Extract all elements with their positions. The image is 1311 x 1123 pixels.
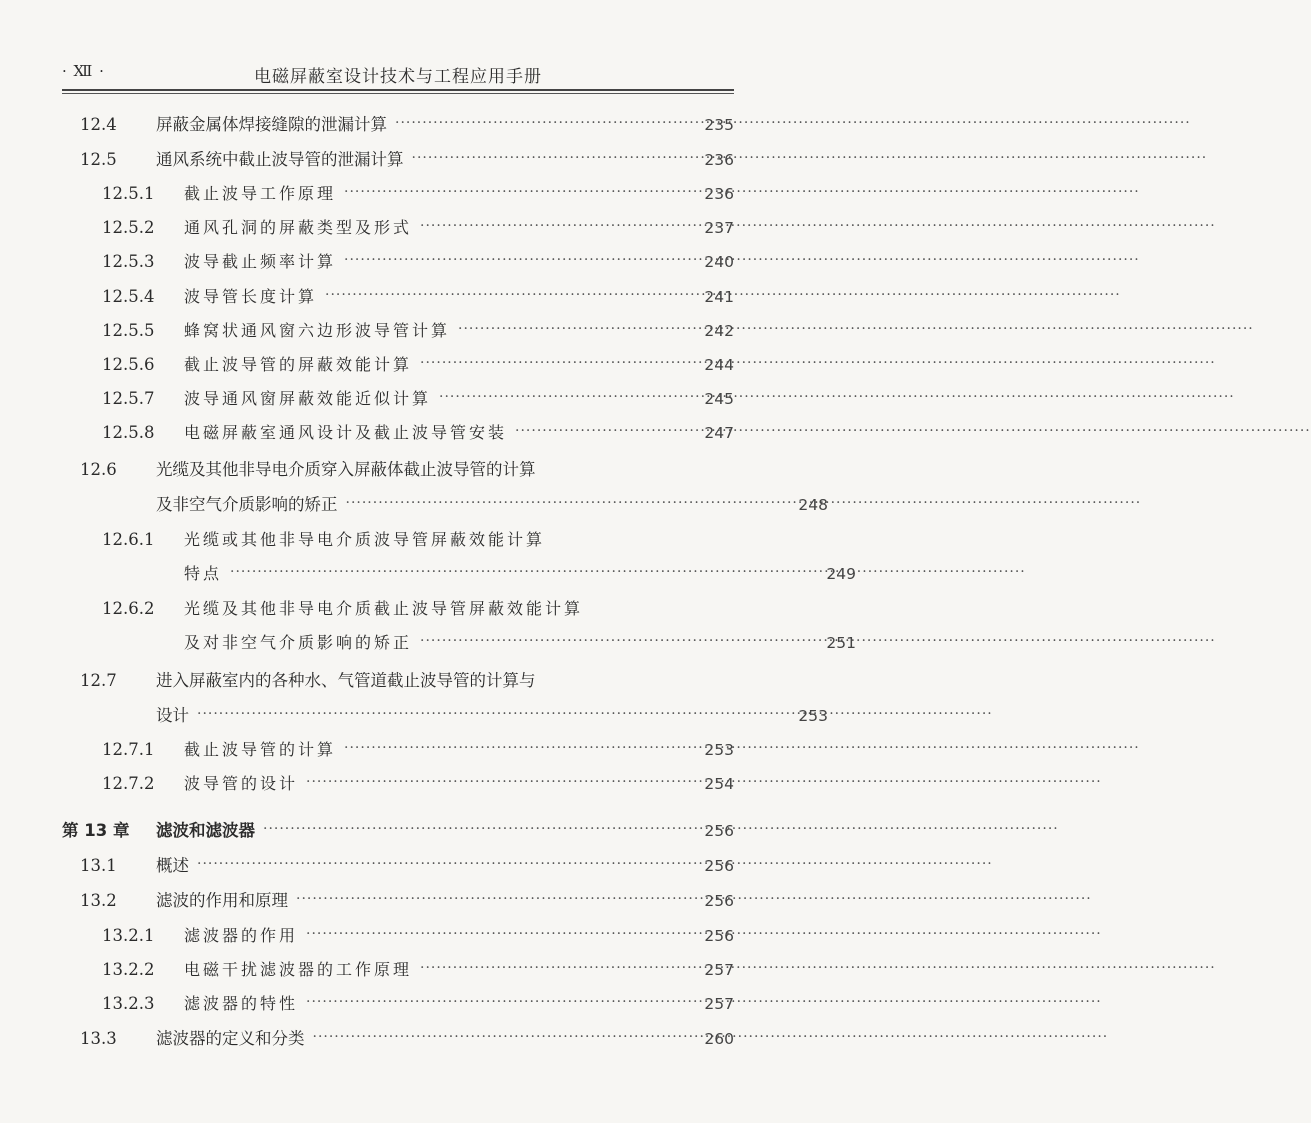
toc-entry-12-5-5[interactable] xyxy=(62,312,734,342)
section-title: 滤波器的特性 xyxy=(184,994,299,1013)
page-ref: 256 xyxy=(704,857,734,875)
section-title: 进入屏蔽室内的各种水、气管道截止波导管的计算与 xyxy=(156,671,536,690)
section-title: 概述 xyxy=(156,856,189,875)
section-title: 波导截止频率计算 xyxy=(184,252,337,271)
section-number: 12.5 xyxy=(80,150,117,169)
page-ref: 236 xyxy=(704,185,734,203)
dot-leader xyxy=(306,773,692,795)
section-number: 12.6.1 xyxy=(102,530,155,549)
section-number: 12.4 xyxy=(80,115,117,134)
page-ref: 245 xyxy=(704,390,734,408)
section-number: 12.5.3 xyxy=(102,252,155,271)
section-number: 13.1 xyxy=(80,856,117,875)
section-title: 波导通风窗屏蔽效能近似计算 xyxy=(184,389,432,408)
page-ref: 235 xyxy=(704,116,734,134)
dot-leader xyxy=(306,925,692,947)
toc-entry-12-5[interactable] xyxy=(62,141,734,171)
toc-entry-12-5-6[interactable] xyxy=(62,346,734,376)
dot-leader xyxy=(325,286,692,308)
page-ref: 237 xyxy=(704,219,734,237)
toc-entry-12-5-2[interactable] xyxy=(62,209,734,239)
toc-entry-12-4[interactable] xyxy=(62,106,734,136)
section-title: 屏蔽金属体焊接缝隙的泄漏计算 xyxy=(156,115,387,134)
section-number: 12.5.1 xyxy=(102,184,155,203)
toc-entry-13-2-2[interactable] xyxy=(62,951,734,981)
section-number: 12.5.4 xyxy=(102,287,155,306)
dot-leader xyxy=(263,820,692,842)
section-number: 13.3 xyxy=(80,1029,117,1048)
toc-entry-12-6-1[interactable] xyxy=(62,521,734,551)
toc-entry-12-6-continued[interactable] xyxy=(62,486,828,516)
dot-leader xyxy=(344,183,692,205)
dot-leader xyxy=(439,388,692,410)
section-number: 12.5.2 xyxy=(102,218,155,237)
section-title: 滤波器的作用 xyxy=(184,926,299,945)
page-ref: 249 xyxy=(826,565,856,583)
section-number: 12.6 xyxy=(80,460,117,479)
section-title-continued: 特点 xyxy=(184,564,223,583)
section-title: 截止波导管的计算 xyxy=(184,740,337,759)
section-title: 滤波的作用和原理 xyxy=(156,891,288,910)
dot-leader xyxy=(346,494,787,516)
section-number: 12.5.6 xyxy=(102,355,155,374)
section-title: 光缆及其他非导电介质穿入屏蔽体截止波导管的计算 xyxy=(156,460,536,479)
dot-leader xyxy=(395,114,692,136)
dot-leader xyxy=(230,563,814,585)
running-header xyxy=(62,62,734,86)
page-ref: 260 xyxy=(704,1030,734,1048)
toc-entry-13-1[interactable] xyxy=(62,847,734,877)
page-ref: 236 xyxy=(704,151,734,169)
toc-entry-12-5-1[interactable] xyxy=(62,175,734,205)
dot-leader xyxy=(344,739,692,761)
section-title: 光缆及其他非导电介质截止波导管屏蔽效能计算 xyxy=(184,599,584,618)
book-title: 电磁屏蔽室设计技术与工程应用手册 xyxy=(254,67,542,87)
page-ref: 253 xyxy=(704,741,734,759)
toc-entry-12-7-2[interactable] xyxy=(62,765,734,795)
toc-entry-12-6[interactable] xyxy=(62,451,734,481)
page-ref: 251 xyxy=(826,634,856,652)
dot-leader xyxy=(420,959,692,981)
toc-entry-12-6-2[interactable] xyxy=(62,590,734,620)
toc-entry-13-2[interactable] xyxy=(62,882,734,912)
page-ref: 256 xyxy=(704,927,734,945)
section-title: 蜂窝状通风窗六边形波导管计算 xyxy=(184,321,451,340)
page-ref: 257 xyxy=(704,995,734,1013)
page-ref: 257 xyxy=(704,961,734,979)
header-rule-thin xyxy=(62,93,734,94)
page-ref: 256 xyxy=(704,822,734,840)
toc-entry-13-3[interactable] xyxy=(62,1020,734,1050)
page-ref: 247 xyxy=(704,424,734,442)
dot-leader xyxy=(313,1028,693,1050)
section-title-continued: 及对非空气介质影响的矫正 xyxy=(184,633,413,652)
toc-entry-chapter-13[interactable] xyxy=(62,812,734,842)
section-number: 13.2.3 xyxy=(102,994,155,1013)
page-ref: 256 xyxy=(704,892,734,910)
toc-entry-12-5-3[interactable] xyxy=(62,243,734,273)
section-number: 13.2.2 xyxy=(102,960,155,979)
section-number: 12.5.8 xyxy=(102,423,155,442)
chapter-title: 滤波和滤波器 xyxy=(156,821,255,840)
dot-leader xyxy=(412,149,693,171)
dot-leader xyxy=(197,855,692,877)
section-number: 12.6.2 xyxy=(102,599,155,618)
section-title-continued: 及非空气介质影响的矫正 xyxy=(156,495,338,514)
page-ref: 240 xyxy=(704,253,734,271)
toc-entry-12-7[interactable] xyxy=(62,662,734,692)
section-number: 12.7 xyxy=(80,671,117,690)
dot-leader xyxy=(197,705,786,727)
page-ref: 244 xyxy=(704,356,734,374)
toc-entry-12-7-1[interactable] xyxy=(62,731,734,761)
toc-entry-12-6-1-continued[interactable] xyxy=(62,555,856,585)
page-ref: 254 xyxy=(704,775,734,793)
section-number: 13.2.1 xyxy=(102,926,155,945)
toc-entry-12-7-continued[interactable] xyxy=(62,697,828,727)
section-title-continued: 设计 xyxy=(156,706,189,725)
dot-leader xyxy=(306,993,692,1015)
section-title: 截止波导管的屏蔽效能计算 xyxy=(184,355,413,374)
dot-leader xyxy=(420,217,692,239)
section-title: 通风系统中截止波导管的泄漏计算 xyxy=(156,150,404,169)
toc-entry-13-2-1[interactable] xyxy=(62,917,734,947)
toc-entry-12-5-7[interactable] xyxy=(62,380,734,410)
toc-entry-12-5-4[interactable] xyxy=(62,278,734,308)
dot-leader xyxy=(458,320,692,342)
toc-entry-13-2-3[interactable] xyxy=(62,985,734,1015)
chapter-number: 第 13 章 xyxy=(62,821,130,840)
section-title: 通风孔洞的屏蔽类型及形式 xyxy=(184,218,413,237)
dot-leader xyxy=(420,632,814,654)
dot-leader xyxy=(420,354,692,376)
section-title: 电磁屏蔽室通风设计及截止波导管安装 xyxy=(184,423,508,442)
section-title: 电磁干扰滤波器的工作原理 xyxy=(184,960,413,979)
dot-leader xyxy=(296,890,692,912)
section-title: 波导管的设计 xyxy=(184,774,299,793)
page-ref: 248 xyxy=(798,496,828,514)
section-title: 光缆或其他非导电介质波导管屏蔽效能计算 xyxy=(184,530,546,549)
toc-entry-12-6-2-continued[interactable] xyxy=(62,624,856,654)
dot-leader xyxy=(515,422,692,444)
section-number: 12.7.1 xyxy=(102,740,155,759)
page-ref: 253 xyxy=(798,707,828,725)
page-ref: 241 xyxy=(704,288,734,306)
page-ref: 242 xyxy=(704,322,734,340)
section-title: 滤波器的定义和分类 xyxy=(156,1029,305,1048)
page-number: · Ⅻ · xyxy=(62,62,105,80)
section-number: 12.7.2 xyxy=(102,774,155,793)
section-title: 截止波导工作原理 xyxy=(184,184,337,203)
section-number: 12.5.5 xyxy=(102,321,155,340)
section-number: 12.5.7 xyxy=(102,389,155,408)
section-title: 波导管长度计算 xyxy=(184,287,318,306)
section-number: 13.2 xyxy=(80,891,117,910)
toc-entry-12-5-8[interactable] xyxy=(62,414,734,444)
header-rule-thick xyxy=(62,89,734,91)
dot-leader xyxy=(344,251,692,273)
